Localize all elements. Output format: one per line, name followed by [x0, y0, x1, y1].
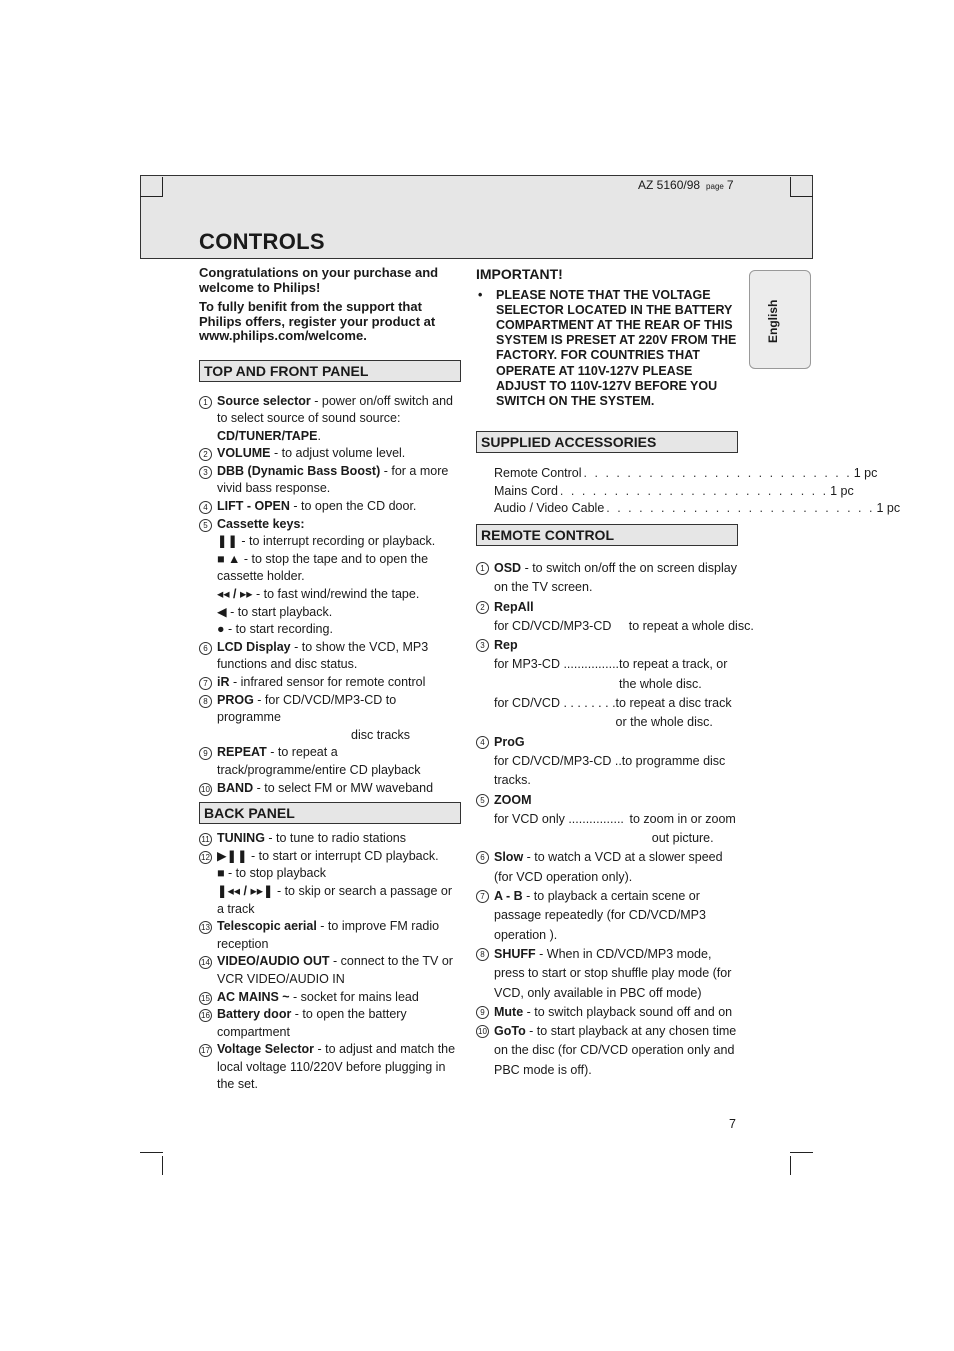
important-heading: IMPORTANT! — [476, 266, 563, 282]
control-symbol: ■ ▲ — [217, 551, 241, 566]
item-desc: - for CD/VCD/MP3-CD to programme — [217, 692, 397, 725]
item-desc: - to adjust and match the local voltage 110/220V before plugging in the set. — [217, 1042, 456, 1092]
item-number: 1 — [476, 562, 489, 575]
item-name: RepAll — [494, 599, 534, 614]
section-heading-remote: REMOTE CONTROL — [476, 524, 738, 546]
item-name: Voltage Selector — [217, 1042, 315, 1057]
page-title: CONTROLS — [199, 229, 325, 254]
back-panel-list — [199, 830, 461, 1094]
item-name: Source selector — [217, 393, 311, 408]
crop-mark — [162, 1156, 163, 1175]
item-desc: - to show the VCD, MP3 functions and disc status. — [217, 639, 429, 672]
item-name: ZOOM — [494, 792, 532, 807]
item-number: 16 — [199, 1009, 212, 1022]
control-symbol: ❚❚ — [217, 534, 238, 549]
header-page-number: 7 — [726, 178, 734, 192]
item-number: 14 — [199, 956, 212, 969]
item-name: VIDEO/AUDIO OUT — [217, 954, 330, 969]
item-number: 13 — [199, 921, 212, 934]
sub-desc: - to interrupt recording or playback. — [237, 534, 436, 549]
list-item — [199, 848, 461, 866]
item-number: 5 — [476, 794, 489, 807]
sub-item — [199, 604, 461, 622]
item-number: 1 — [199, 396, 212, 409]
item-tail: . — [317, 428, 321, 443]
item-name: ▶❚❚ — [217, 848, 248, 863]
item-number: 11 — [199, 833, 212, 846]
model-reference — [638, 178, 734, 192]
item-desc: - socket for mains lead — [289, 989, 419, 1004]
sub-item — [199, 883, 461, 918]
item-desc: for CD/VCD/MP3-CD to repeat a whole disc. — [494, 618, 754, 633]
item-value: to zoom in or zoom out picture. — [629, 811, 736, 846]
accessories-list — [476, 465, 901, 518]
page-label: page — [706, 182, 724, 191]
item-desc: - to watch a VCD at a slower speed (for VCD operation only). — [494, 850, 723, 884]
item-continuation: disc tracks — [351, 727, 411, 742]
intro-register: To fully benifit from the support that Philips offers, register your product at www.philips.com/welcome. — [199, 299, 436, 343]
top-front-list — [199, 393, 461, 798]
item-number: 6 — [199, 642, 212, 655]
section-heading-accessories: SUPPLIED ACCESSORIES — [476, 431, 738, 453]
list-item — [476, 945, 738, 1003]
item-number: 5 — [199, 519, 212, 532]
important-notice — [476, 288, 738, 410]
list-item — [199, 445, 461, 463]
list-item — [476, 598, 754, 637]
item-number: 3 — [476, 639, 489, 652]
item-name: DBB (Dynamic Bass Boost) — [217, 463, 381, 478]
item-extra: CD/TUNER/TAPE — [217, 428, 318, 443]
item-number: 9 — [476, 1006, 489, 1019]
accessory-name: Audio / Video Cable — [494, 501, 605, 516]
item-name: ProG — [494, 734, 525, 749]
accessory-name: Mains Cord — [494, 483, 558, 498]
item-number: 6 — [476, 851, 489, 864]
item-name: Cassette keys: — [217, 516, 305, 531]
crop-mark — [140, 196, 163, 197]
section-heading-back: BACK PANEL — [199, 802, 461, 824]
list-item — [199, 1041, 461, 1094]
sub-item — [199, 865, 461, 883]
list-item — [476, 791, 738, 849]
crop-mark — [790, 1156, 791, 1175]
model-number: AZ 5160/98 — [638, 178, 701, 192]
item-number: 7 — [199, 677, 212, 690]
list-item — [476, 1022, 738, 1080]
item-desc: - power on/off switch and to select source of sound source: — [217, 393, 454, 426]
item-key: for VCD only ................ — [494, 811, 628, 826]
item-name: Slow — [494, 850, 524, 865]
remote-control-list — [476, 559, 754, 1080]
section-heading-top-front: TOP AND FRONT PANEL — [199, 360, 461, 382]
item-desc: - to tune to radio stations — [264, 831, 406, 846]
control-symbol: ◂◂ / ▸▸ — [217, 587, 253, 602]
item-number: 4 — [476, 736, 489, 749]
sub-item — [199, 533, 461, 551]
list-item — [476, 1003, 738, 1022]
accessory-row — [494, 465, 878, 483]
leader-dots: . . . . . . . . . . . . . . . . . . . . . . . . . — [606, 501, 875, 516]
list-item — [199, 830, 461, 848]
item-number: 17 — [199, 1044, 212, 1057]
list-item — [476, 887, 738, 945]
item-name: REPEAT — [217, 745, 267, 760]
list-item — [199, 989, 461, 1007]
item-name: A - B — [494, 889, 523, 904]
sub-desc: - to stop playback — [224, 866, 327, 881]
item-desc: - to adjust volume level. — [270, 446, 406, 461]
accessory-qty: 1 pc — [876, 501, 901, 516]
list-item — [199, 498, 461, 516]
sub-desc: - to start playback. — [226, 604, 333, 619]
item-name: Rep — [494, 638, 518, 653]
control-symbol: ❚◂◂ / ▸▸❚ — [217, 883, 274, 898]
item-name: TUNING — [217, 831, 265, 846]
leader-dots: . . . . . . . . . . . . . . . . . . . . . . . . . — [559, 483, 829, 498]
item-name: Mute — [494, 1004, 524, 1019]
language-label: English — [766, 299, 780, 343]
item-name: GoTo — [494, 1024, 526, 1039]
item-key: for MP3-CD ................ — [494, 657, 620, 672]
item-name: Telescopic aerial — [217, 919, 317, 934]
item-number: 2 — [199, 448, 212, 461]
page-number: 7 — [729, 1117, 736, 1131]
accessory-qty: 1 pc — [853, 466, 878, 481]
language-tab — [749, 270, 811, 369]
crop-mark — [790, 1152, 813, 1153]
list-item — [199, 744, 461, 779]
accessory-row — [494, 483, 854, 501]
sub-item — [199, 621, 461, 639]
item-number: 10 — [199, 783, 212, 796]
item-name: VOLUME — [217, 446, 271, 461]
sub-item — [199, 586, 461, 604]
list-item — [199, 674, 461, 692]
item-desc: - to playback a certain scene or passage repeatedly (for CD/VCD/MP3 operation ). — [494, 889, 706, 942]
leader-dots: . . . . . . . . . . . . . . . . . . . . . . . . . — [583, 466, 852, 481]
list-item — [476, 559, 738, 598]
sub-item — [199, 551, 461, 586]
item-desc: - connect to the TV or VCR VIDEO/AUDIO IN — [217, 954, 453, 986]
list-item — [199, 393, 461, 446]
list-item — [199, 918, 461, 953]
list-item — [199, 1006, 461, 1041]
item-number: 15 — [199, 992, 212, 1005]
crop-mark — [790, 177, 791, 196]
list-item — [476, 733, 738, 791]
important-text: PLEASE NOTE THAT THE VOLTAGE SELECTOR LOCATED IN THE BATTERY COMPARTMENT AT THE REAR OF THIS SYSTEM IS PRESET AT 220V FROM THE FACTORY. FOR COUNTRIES THAT OPERATE AT 110V-127V PLEASE ADJUST TO 110V-127V BEFORE YOU SWITCH ON THE SYSTEM. — [496, 287, 737, 409]
item-number: 10 — [476, 1025, 489, 1038]
item-number: 7 — [476, 890, 489, 903]
item-name: iR — [217, 675, 230, 689]
item-number: 2 — [476, 601, 489, 614]
control-symbol: ● — [217, 622, 225, 637]
item-desc: - to open the CD door. — [289, 499, 417, 514]
left-column — [199, 266, 461, 1094]
item-value: to repeat a disc track or the whole disc. — [615, 696, 732, 730]
list-item — [199, 692, 461, 745]
item-number: 8 — [199, 695, 212, 708]
list-item — [199, 953, 461, 988]
list-item — [199, 639, 461, 674]
sub-desc: - to skip or search a passage or a track — [217, 883, 453, 916]
accessory-name: Remote Control — [494, 466, 582, 481]
item-number: 3 — [199, 466, 212, 479]
item-desc: - to switch playback sound off and on — [523, 1004, 733, 1019]
item-name: SHUFF — [494, 946, 536, 961]
control-symbol: ◀ — [217, 604, 227, 619]
item-desc: - to switch on/off the on screen display on the TV screen. — [494, 561, 737, 595]
list-item — [199, 780, 461, 798]
item-number: 4 — [199, 501, 212, 514]
item-desc: - to improve FM radio reception — [217, 919, 440, 951]
item-number: 9 — [199, 747, 212, 760]
item-desc: - for a more vivid bass response. — [217, 463, 449, 496]
intro-congrats: Congratulations on your purchase and welcome to Philips! — [199, 265, 439, 295]
accessory-qty: 1 pc — [830, 483, 854, 498]
sub-desc: - to stop the tape and to open the cassette holder. — [217, 551, 429, 584]
item-key: for CD/VCD . . . . . . . . — [494, 696, 616, 711]
item-name: AC MAINS ~ — [217, 989, 290, 1004]
item-desc: - When in CD/VCD/MP3 mode, press to start or stop shuffle play mode (for VCD, only available in PBC off mode) — [494, 946, 732, 1000]
accessory-row — [494, 500, 901, 518]
crop-mark — [790, 196, 813, 197]
bullet: • — [478, 287, 483, 302]
item-desc: - to start playback at any chosen time on the disc (for CD/VCD operation only and PBC mode is off). — [494, 1024, 737, 1077]
item-name: PROG — [217, 692, 254, 707]
item-value: to repeat a track, or the whole disc. — [619, 657, 728, 691]
item-desc: - to open the battery compartment — [217, 1007, 407, 1039]
item-name: Battery door — [217, 1007, 292, 1022]
item-name: LCD Display — [217, 639, 291, 654]
sub-desc: - to start recording. — [224, 622, 333, 637]
list-item — [199, 516, 461, 534]
item-number: 12 — [199, 851, 212, 864]
list-item — [476, 848, 738, 887]
item-desc: for CD/VCD/MP3-CD ..to programme disc tracks. — [494, 753, 726, 788]
item-name: OSD — [494, 561, 522, 575]
list-item — [199, 463, 461, 498]
item-name: BAND — [217, 780, 254, 795]
crop-mark — [162, 177, 163, 196]
item-desc: - to repeat a track/programme/entire CD playback — [217, 745, 421, 777]
sub-desc: - to fast wind/rewind the tape. — [252, 587, 420, 602]
item-desc: - to start or interrupt CD playback. — [247, 848, 439, 863]
item-number: 8 — [476, 948, 489, 961]
item-desc: - infrared sensor for remote control — [229, 675, 426, 689]
item-desc: - to select FM or MW waveband — [253, 780, 434, 795]
list-item — [476, 636, 738, 732]
crop-mark — [140, 1152, 163, 1153]
control-symbol: ■ — [217, 866, 225, 881]
item-name: LIFT - OPEN — [217, 499, 290, 514]
